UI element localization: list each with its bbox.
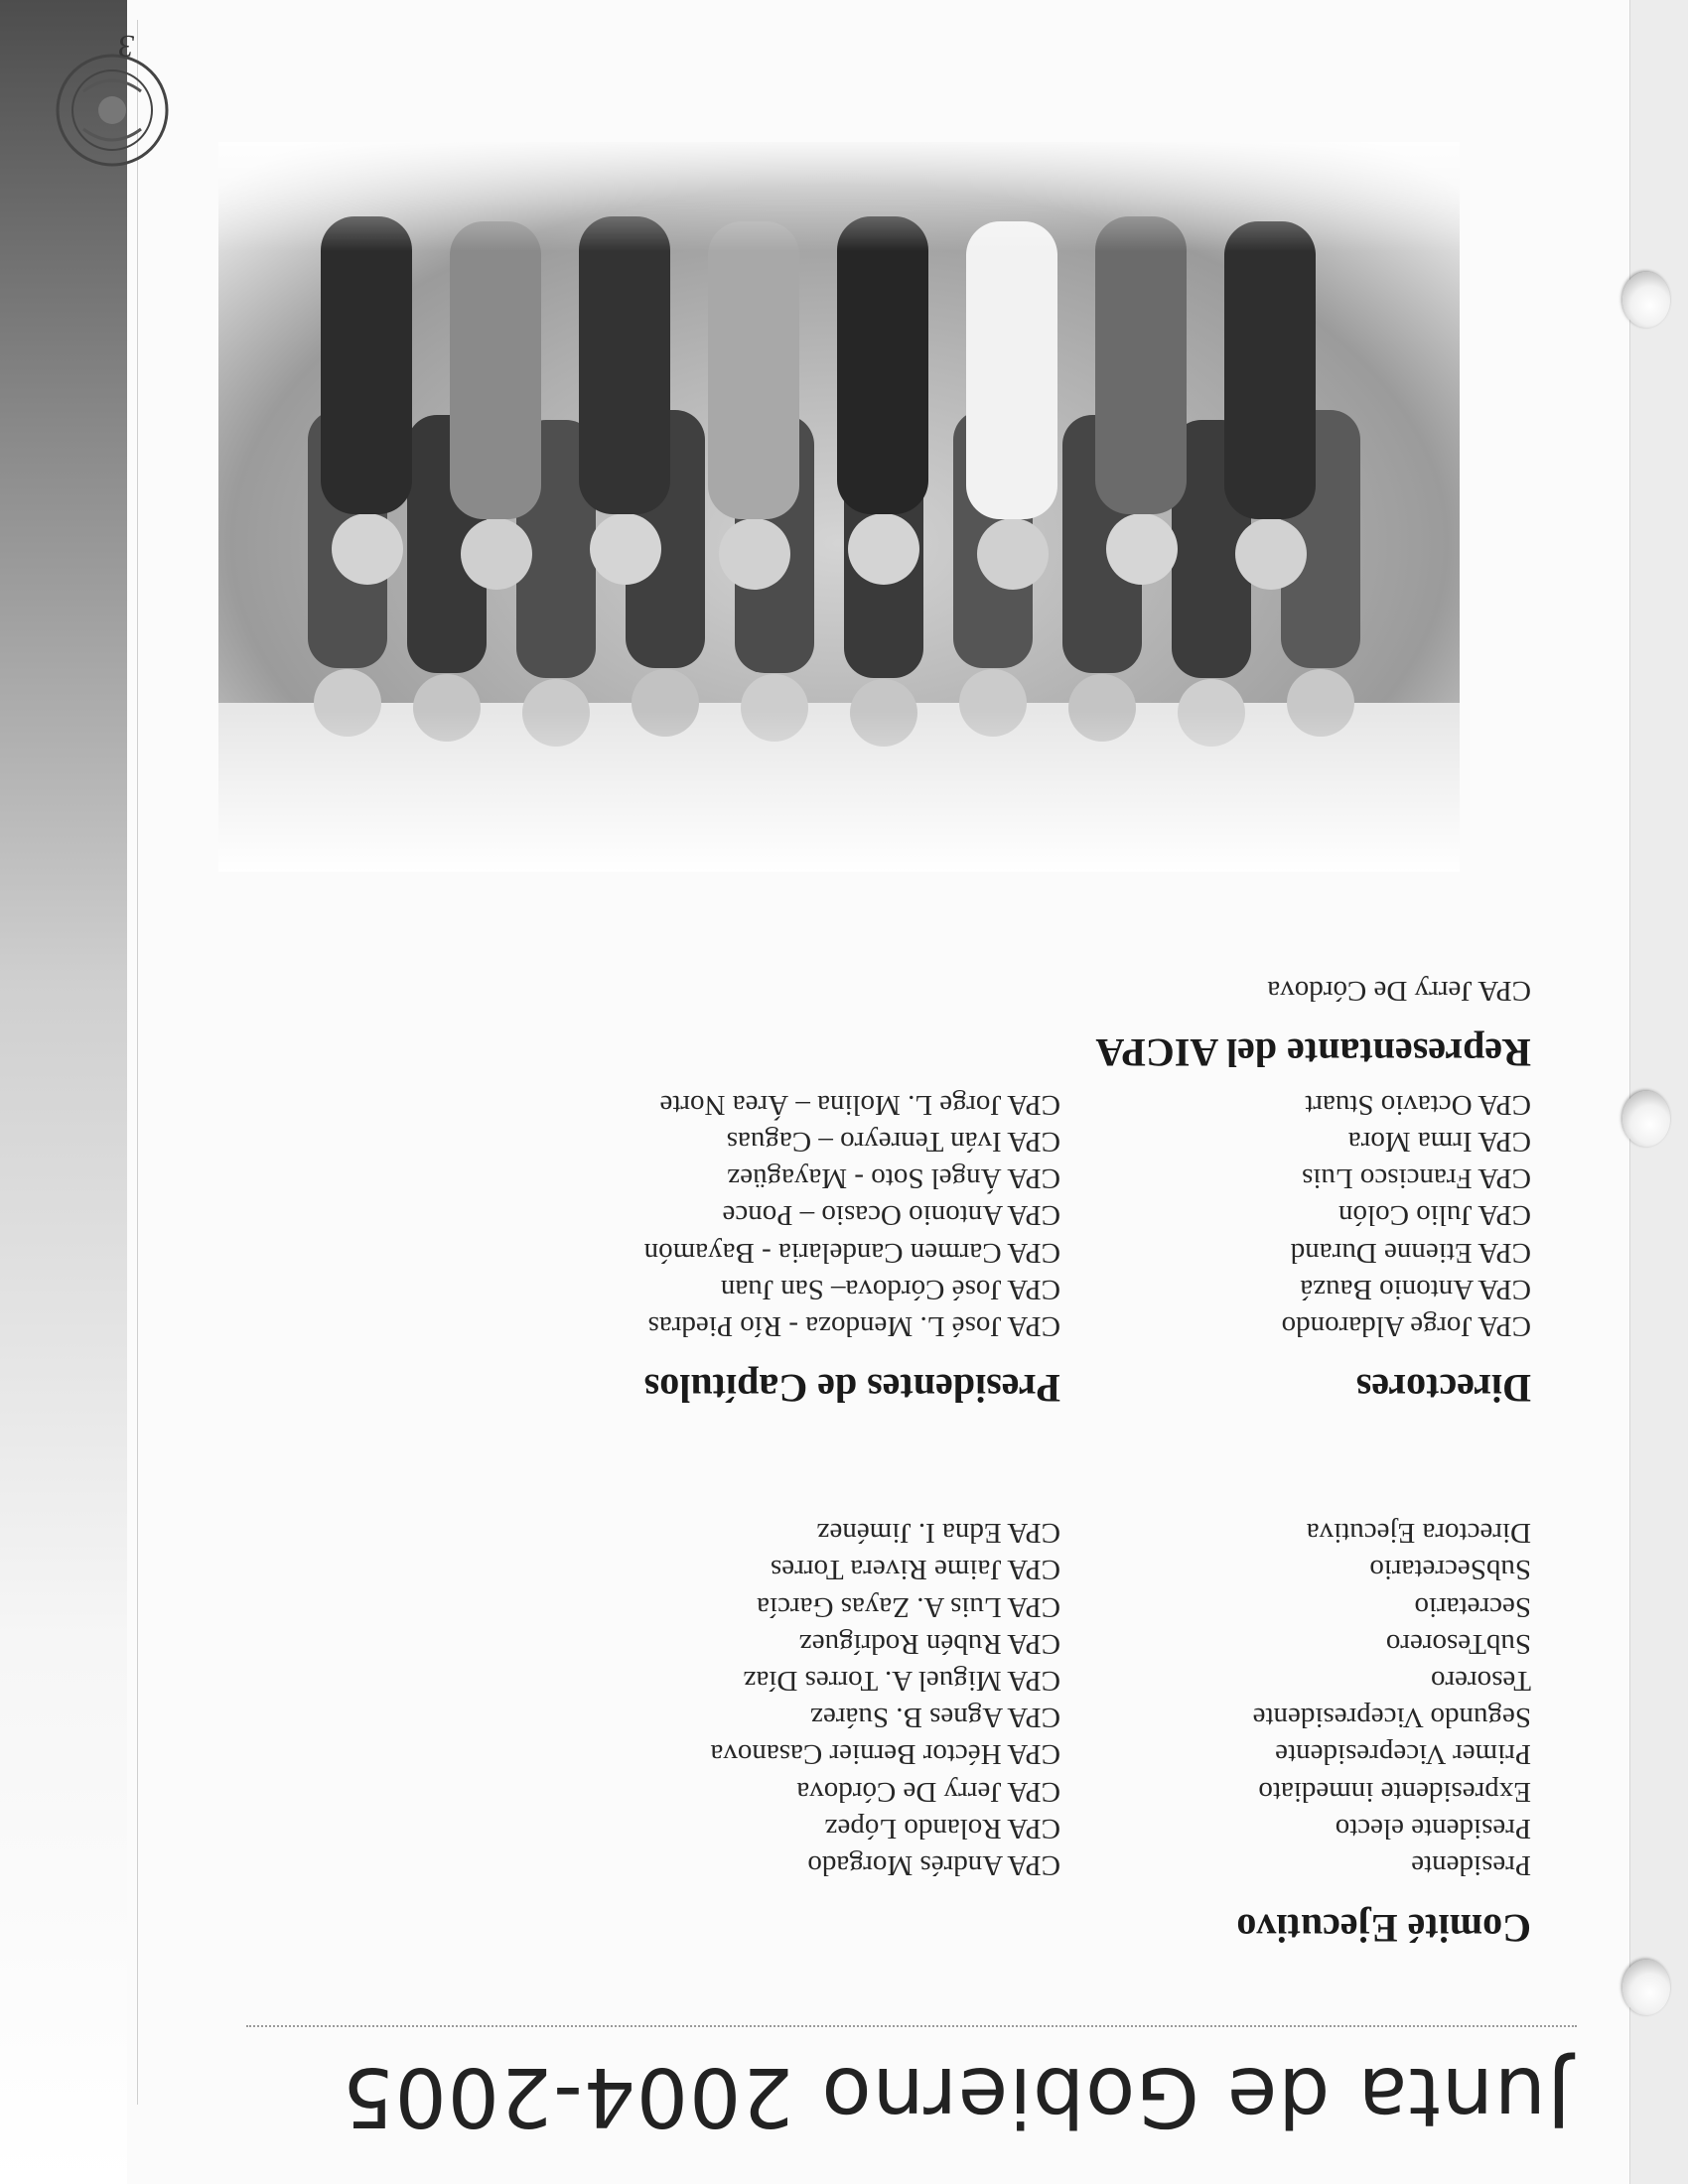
binder-hole [1622, 1960, 1670, 2015]
chapter-president: CPA Antonio Ocasio – Ponce [722, 1199, 1060, 1232]
society-seal-icon [54, 52, 171, 169]
member-name: CPA Jerry De Córdova [796, 1775, 1060, 1808]
director-name: CPA Irma Mora [1347, 1126, 1531, 1159]
position-label: Expresidente inmediato [1258, 1775, 1531, 1808]
position-label: Segundo Vicepresidente [1252, 1702, 1531, 1734]
presidentes-capitulos-heading: Presidentes de Capítulos [643, 1366, 1060, 1411]
position-label: Presidente electo [1335, 1812, 1531, 1844]
director-name: CPA Julio Colón [1338, 1199, 1531, 1232]
member-name: CPA Edna I. Jiménez [816, 1517, 1060, 1550]
title-divider [246, 2025, 1577, 2027]
binder-hole [1622, 272, 1670, 328]
executive-names-column [710, 1514, 1060, 1883]
director-name: CPA Octavio Stuart [1305, 1088, 1531, 1121]
member-name: CPA Andrés Morgado [807, 1849, 1060, 1881]
position-label: Primer Vicepresidente [1275, 1738, 1531, 1771]
member-name: CPA Luis A. Zayas García [757, 1590, 1060, 1623]
group-photo [218, 142, 1460, 872]
member-name: CPA Agnes B. Suárez [810, 1702, 1060, 1734]
position-label: SubSecretario [1369, 1554, 1531, 1586]
director-name: CPA Jorge Aldarondo [1281, 1310, 1531, 1342]
positions-column [1253, 1514, 1531, 1883]
member-name: CPA Héctor Bernier Casanova [710, 1738, 1060, 1771]
comite-ejecutivo-heading: Comité Ejecutivo [1236, 1906, 1531, 1951]
page-title: Junta de Gobierno 2004-2005 [341, 2049, 1571, 2143]
aicpa-list [1267, 972, 1531, 1009]
director-name: CPA Antonio Bauzá [1300, 1273, 1531, 1305]
page-number: 3 [118, 29, 134, 65]
position-label: Directora Ejecutiva [1306, 1517, 1531, 1550]
member-name: CPA Miguel A. Torres Díaz [743, 1665, 1060, 1698]
position-label: Tesorero [1430, 1665, 1531, 1698]
position-label: SubTesorero [1385, 1627, 1531, 1660]
directores-heading: Directores [1355, 1366, 1531, 1411]
chapter-president: CPA Jorge L. Molina – Área Norte [659, 1088, 1060, 1121]
member-name: CPA Rubén Rodríguez [798, 1627, 1060, 1660]
member-name: CPA Rolando López [824, 1812, 1060, 1844]
side-gradient-band [0, 0, 127, 2184]
divider-line [137, 20, 138, 2105]
binder-hole [1622, 1091, 1670, 1147]
director-name: CPA Francisco Luis [1302, 1162, 1531, 1195]
chapter-president: CPA Iván Tenreyro – Caguas [726, 1126, 1060, 1159]
aicpa-representative: CPA Jerry De Córdova [1267, 975, 1531, 1007]
position-label: Presidente [1411, 1849, 1531, 1881]
chapter-president: CPA José Córdova– San Juan [720, 1273, 1060, 1305]
position-label: Secretario [1414, 1590, 1531, 1623]
chapter-president: CPA Ángel Soto - Mayagüez [727, 1162, 1060, 1195]
aicpa-heading: Representante del AICPA [1095, 1030, 1531, 1075]
chapter-president: CPA José L. Mendoza - Río Piedras [647, 1310, 1060, 1342]
director-name: CPA Etienne Durand [1290, 1236, 1531, 1269]
chapter-president: CPA Carmen Candelaria - Bayamón [643, 1236, 1060, 1269]
member-name: CPA Jaime Rivera Torres [771, 1554, 1060, 1586]
directores-list [1282, 1086, 1531, 1344]
chapter-presidents-list [644, 1086, 1060, 1344]
